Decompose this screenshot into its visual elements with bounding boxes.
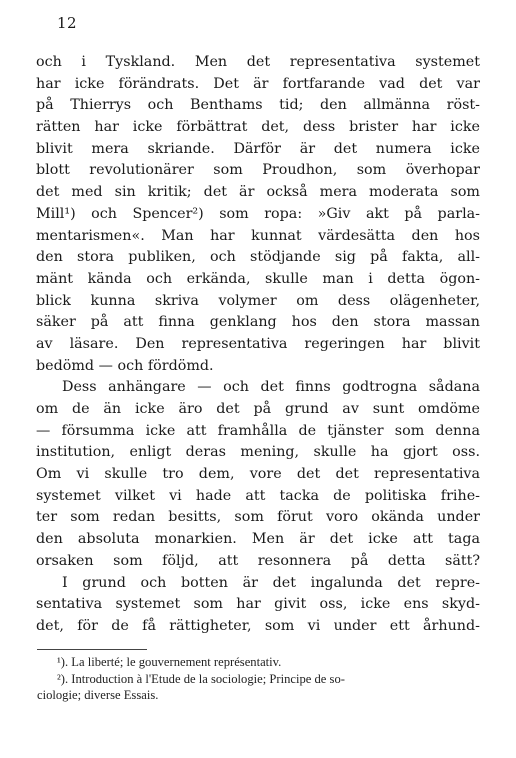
text-line: blick kunna skriva volymer om dess olägenheter,: [36, 292, 480, 309]
paragraph: [36, 573, 480, 638]
body-text: [36, 52, 480, 638]
text-line: det, för de få rättigheter, som vi under ett århund-: [36, 617, 480, 634]
text-line: och i Tyskland. Men det representativa systemet: [36, 54, 480, 70]
text-line: säker på att finna genklang hos den stora massan: [36, 314, 480, 331]
footnote-divider: [37, 649, 147, 650]
text-line: systemet vilket vi hade att tacka de politiska frihe-: [36, 487, 480, 504]
paragraph: [36, 377, 480, 572]
footnote-2: ²). Introduction à l'Etude de la sociologie; Principe de so-: [57, 671, 345, 686]
text-line: bedömd — och fördömd.: [36, 357, 214, 374]
text-line: blott revolutionärer som Proudhon, som överhopar: [36, 162, 480, 179]
footnotes: [37, 654, 481, 704]
text-line: blivit mera skriande. Därför är det numera icke: [36, 140, 480, 157]
text-line: Mill¹) och Spencer²) som ropa: »Giv akt på parla-: [36, 205, 480, 222]
text-line: om de än icke äro det på grund av sunt omdöme: [36, 401, 480, 417]
page-number: 12: [57, 14, 78, 32]
text-line: I grund och botten är det ingalunda det repre-: [62, 574, 480, 591]
footnote-1: ¹). La liberté; le gouvernement représentativ.: [57, 655, 282, 669]
text-line: Dess anhängare — och det finns godtrogna sådana: [62, 379, 480, 396]
text-line: på Thierrys och Benthams tid; den allmänna röst-: [36, 97, 480, 114]
text-line: — försumma icke att framhålla de tjänster som denna: [36, 422, 480, 439]
footnote-2-continuation: ciologie; diverse Essais.: [37, 688, 159, 702]
text-line: mentarismen«. Man har kunnat värdesätta den hos: [36, 227, 480, 244]
text-line: har icke förändrats. Det är fortfarande vad det var: [36, 75, 480, 92]
text-line: Om vi skulle tro dem, vore det det representativa: [36, 466, 480, 483]
text-line: sentativa systemet som har givit oss, icke ens skyd-: [36, 596, 480, 613]
text-line: orsaken som följd, att resonnera på detta sätt?: [36, 552, 480, 569]
text-line: rätten har icke förbättrat det, dess brister har icke: [36, 119, 480, 136]
text-line: av läsare. Den representativa regeringen har blivit: [36, 335, 480, 352]
text-line: ter som redan besitts, som förut voro okända under: [36, 509, 480, 526]
text-line: mänt kända och erkända, skulle man i detta ögon-: [36, 270, 480, 287]
paragraph: [36, 52, 480, 377]
text-line: den stora publiken, och stödjande sig på fakta, all-: [36, 249, 480, 266]
text-line: det med sin kritik; det är också mera moderata som: [36, 184, 480, 201]
text-line: den absoluta monarkien. Men är det icke att taga: [36, 531, 480, 548]
text-line: institution, enligt deras mening, skulle ha gjort oss.: [36, 444, 480, 461]
